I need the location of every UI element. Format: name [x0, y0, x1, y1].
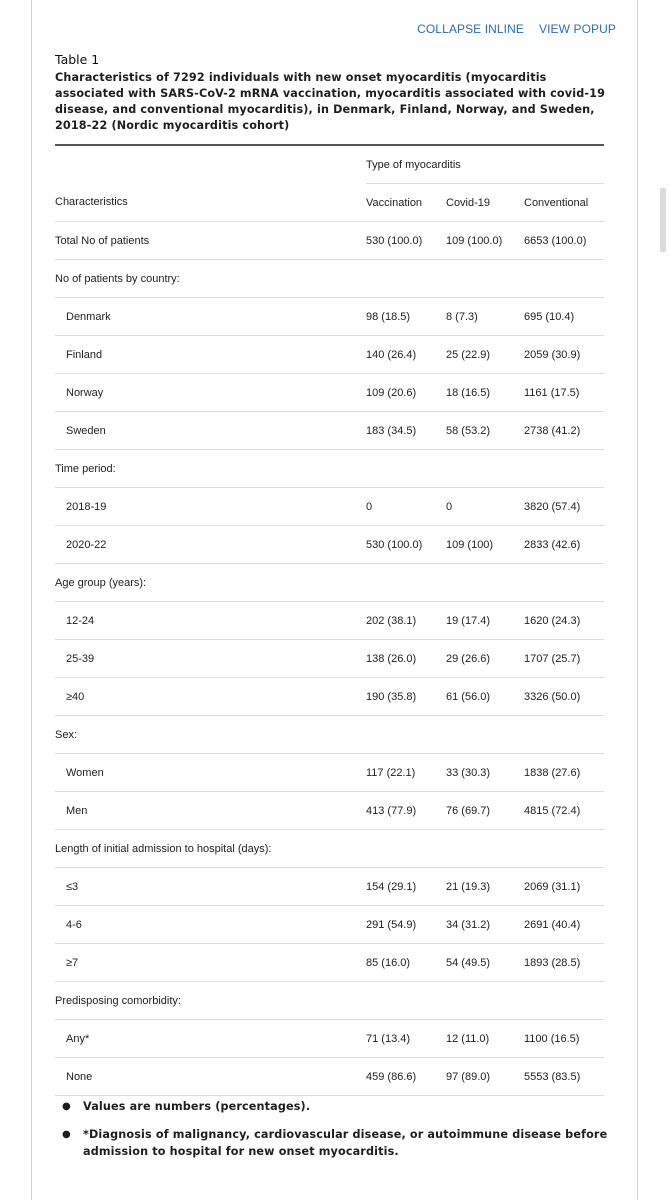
note-text: Values are numbers (percentages).: [83, 1100, 311, 1113]
scrollbar-track[interactable]: [655, 0, 670, 1200]
conventional-value: 2833 (42.6): [524, 526, 604, 564]
row-label: Total No of patients: [55, 222, 366, 260]
conventional-value: [524, 716, 604, 754]
table-group-row: [55, 982, 604, 1020]
vaccination-value: 98 (18.5): [366, 298, 446, 336]
vaccination-value: 109 (20.6): [366, 374, 446, 412]
covid-value: [446, 260, 524, 298]
row-label: Men: [55, 792, 366, 830]
row-label: Predisposing comorbidity:: [55, 982, 366, 1020]
table-group-row: [55, 830, 604, 868]
vaccination-value: [366, 716, 446, 754]
vaccination-value: 138 (26.0): [366, 640, 446, 678]
vaccination-value: 459 (86.6): [366, 1058, 446, 1096]
conventional-value: 4815 (72.4): [524, 792, 604, 830]
table-group-row: [55, 564, 604, 602]
note-text: *Diagnosis of malignancy, cardiovascular disease, or autoimmune disease before admission to hospital for new onset myocarditis.: [83, 1128, 608, 1158]
conventional-value: [524, 450, 604, 488]
vaccination-value: 530 (100.0): [366, 526, 446, 564]
vaccination-value: 0: [366, 488, 446, 526]
table-row: [55, 1058, 604, 1096]
conventional-value: 1620 (24.3): [524, 602, 604, 640]
covid-value: 109 (100): [446, 526, 524, 564]
table-row: [55, 868, 604, 906]
covid-value: 18 (16.5): [446, 374, 524, 412]
vaccination-value: 413 (77.9): [366, 792, 446, 830]
table-group-row: [55, 260, 604, 298]
table-row: [55, 488, 604, 526]
table-row: [55, 640, 604, 678]
covid-value: 12 (11.0): [446, 1020, 524, 1058]
row-label: 2018-19: [55, 488, 366, 526]
vaccination-value: [366, 830, 446, 868]
conventional-value: 1893 (28.5): [524, 944, 604, 982]
conventional-value: 2059 (30.9): [524, 336, 604, 374]
conventional-value: 2738 (41.2): [524, 412, 604, 450]
row-label: Age group (years):: [55, 564, 366, 602]
row-label: 2020-22: [55, 526, 366, 564]
conventional-value: 1707 (25.7): [524, 640, 604, 678]
conventional-value: 3820 (57.4): [524, 488, 604, 526]
covid-value: 97 (89.0): [446, 1058, 524, 1096]
content-frame-left-border: [31, 0, 32, 1200]
conventional-value: 5553 (83.5): [524, 1058, 604, 1096]
covid-value: 19 (17.4): [446, 602, 524, 640]
row-label: Length of initial admission to hospital (days):: [55, 830, 366, 868]
table-row: [55, 374, 604, 412]
vaccination-value: 190 (35.8): [366, 678, 446, 716]
view-popup-link[interactable]: VIEW POPUP: [538, 22, 616, 36]
header-characteristics: Characteristics: [55, 196, 128, 209]
covid-value: [446, 564, 524, 602]
vaccination-value: [366, 982, 446, 1020]
covid-value: 8 (7.3): [446, 298, 524, 336]
vaccination-value: 71 (13.4): [366, 1020, 446, 1058]
table-label: Table 1: [55, 52, 100, 67]
table-row: [55, 754, 604, 792]
header-covid: Covid-19: [446, 196, 491, 209]
conventional-value: 2069 (31.1): [524, 868, 604, 906]
vaccination-value: 85 (16.0): [366, 944, 446, 982]
row-label: ≤3: [55, 868, 366, 906]
vaccination-value: 530 (100.0): [366, 222, 446, 260]
row-label: Women: [55, 754, 366, 792]
covid-value: 33 (30.3): [446, 754, 524, 792]
conventional-value: 2691 (40.4): [524, 906, 604, 944]
conventional-value: 6653 (100.0): [524, 222, 604, 260]
table-row: [55, 526, 604, 564]
table-row: [55, 944, 604, 982]
covid-value: 58 (53.2): [446, 412, 524, 450]
covid-value: [446, 450, 524, 488]
table-caption: Characteristics of 7292 individuals with new onset myocarditis (myocarditis associated with SARS-CoV-2 mRNA vaccination, myocarditis associated with covid-19 disease, and conventional myocarditis), in Denmark, Finland, Norway, and Sweden, 2018-22 (Nordic myocarditis cohort): [55, 71, 606, 132]
conventional-value: [524, 982, 604, 1020]
table-row: [55, 412, 604, 450]
table-row: [55, 1020, 604, 1058]
conventional-value: [524, 260, 604, 298]
row-label: 12-24: [55, 602, 366, 640]
content-frame-right-border: [637, 0, 638, 1200]
vaccination-value: 202 (38.1): [366, 602, 446, 640]
row-label: Sex:: [55, 716, 366, 754]
bullet-icon: ●: [62, 1101, 71, 1112]
table-row: [55, 906, 604, 944]
table-row: [55, 602, 604, 640]
row-label: No of patients by country:: [55, 260, 366, 298]
covid-value: 34 (31.2): [446, 906, 524, 944]
header-type-row: [55, 146, 604, 184]
covid-value: 76 (69.7): [446, 792, 524, 830]
vaccination-value: 154 (29.1): [366, 868, 446, 906]
table-actions: [417, 22, 616, 36]
covid-value: [446, 830, 524, 868]
header-conventional: Conventional: [524, 196, 589, 209]
row-label: Sweden: [55, 412, 366, 450]
row-label: ≥7: [55, 944, 366, 982]
covid-value: 29 (26.6): [446, 640, 524, 678]
vaccination-value: 291 (54.9): [366, 906, 446, 944]
conventional-value: [524, 564, 604, 602]
vaccination-value: [366, 450, 446, 488]
characteristics-table: [55, 146, 604, 1096]
conventional-value: [524, 830, 604, 868]
conventional-value: 695 (10.4): [524, 298, 604, 336]
covid-value: 61 (56.0): [446, 678, 524, 716]
note-item: [55, 1098, 610, 1115]
vaccination-value: 140 (26.4): [366, 336, 446, 374]
row-label: Any*: [55, 1020, 366, 1058]
collapse-inline-link[interactable]: COLLAPSE INLINE: [417, 22, 524, 36]
row-label: Finland: [55, 336, 366, 374]
table-row: [55, 678, 604, 716]
scrollbar-thumb[interactable]: [660, 188, 666, 252]
row-label: Time period:: [55, 450, 366, 488]
covid-value: [446, 716, 524, 754]
covid-value: 25 (22.9): [446, 336, 524, 374]
row-label: None: [55, 1058, 366, 1096]
table-body: [55, 222, 604, 1096]
table-row: [55, 792, 604, 830]
row-label: 4-6: [55, 906, 366, 944]
table-row: [55, 298, 604, 336]
row-label: Norway: [55, 374, 366, 412]
row-label: Denmark: [55, 298, 366, 336]
conventional-value: 1161 (17.5): [524, 374, 604, 412]
covid-value: [446, 982, 524, 1020]
conventional-value: 1838 (27.6): [524, 754, 604, 792]
vaccination-value: 117 (22.1): [366, 754, 446, 792]
header-empty-cell: [55, 146, 366, 184]
covid-value: 21 (19.3): [446, 868, 524, 906]
table-notes: [55, 1098, 610, 1171]
table-row: [55, 222, 604, 260]
note-item: [55, 1126, 610, 1160]
header-type-cell: Type of myocarditis: [366, 146, 604, 184]
table-row: [55, 336, 604, 374]
vaccination-value: [366, 260, 446, 298]
row-label: ≥40: [55, 678, 366, 716]
bullet-icon: ●: [62, 1129, 71, 1140]
conventional-value: 3326 (50.0): [524, 678, 604, 716]
header-vaccination: Vaccination: [366, 196, 423, 209]
vaccination-value: 183 (34.5): [366, 412, 446, 450]
covid-value: 109 (100.0): [446, 222, 524, 260]
covid-value: 54 (49.5): [446, 944, 524, 982]
table-group-row: [55, 716, 604, 754]
table-group-row: [55, 450, 604, 488]
covid-value: 0: [446, 488, 524, 526]
vaccination-value: [366, 564, 446, 602]
header-columns-row: [55, 184, 604, 222]
conventional-value: 1100 (16.5): [524, 1020, 604, 1058]
row-label: 25-39: [55, 640, 366, 678]
